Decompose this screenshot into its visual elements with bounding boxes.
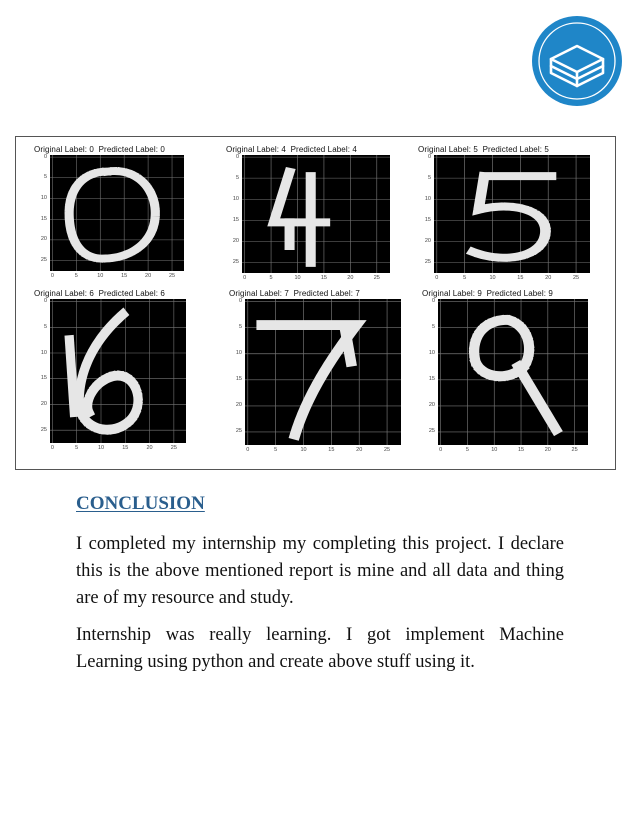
handwritten-digit: [242, 155, 390, 273]
x-tick-label: 20: [544, 447, 551, 453]
x-tick-label: 0: [435, 275, 439, 281]
y-tick-label: 25: [428, 428, 435, 435]
digit-image: [50, 299, 186, 443]
predicted-label: Predicted Label: 4: [290, 145, 357, 154]
y-tick-label: 10: [232, 195, 239, 202]
panel-title: [34, 145, 165, 154]
panel-title: [418, 145, 549, 154]
panel-title: [229, 289, 360, 298]
x-tick-label: 0: [439, 447, 443, 453]
y-tick-label: 10: [235, 350, 242, 357]
y-tick-label: 15: [235, 376, 242, 383]
x-tick-label: 0: [246, 447, 250, 453]
stacked-books-icon: [531, 15, 623, 107]
y-tick-label: 0: [43, 298, 47, 305]
digit-image: [242, 155, 390, 273]
x-tick-label: 5: [274, 447, 278, 453]
digit-panel: [226, 145, 390, 289]
panel-title: [226, 145, 357, 154]
x-tick-label: 15: [122, 445, 129, 451]
y-tick-label: 10: [424, 195, 431, 202]
x-tick-label: 5: [463, 275, 467, 281]
x-tick-label: 25: [170, 445, 177, 451]
x-tick-label: 10: [300, 447, 307, 453]
handwritten-digit: [245, 299, 401, 445]
handwritten-digit: [438, 299, 588, 445]
x-tick-label: 5: [269, 275, 273, 281]
y-tick-label: 5: [235, 174, 239, 181]
original-label: Original Label: 5: [418, 145, 478, 154]
conclusion-paragraph-1: I completed my internship my completing this project. I declare this is the above mentioned report is mine and all data and thing are of my resource and study.: [76, 534, 564, 608]
predicted-label: Predicted Label: 6: [98, 289, 165, 298]
x-tick-label: 15: [121, 273, 128, 279]
y-tick-label: 25: [40, 426, 47, 433]
handwritten-digit: [50, 155, 184, 271]
conclusion-heading: CONCLUSION: [76, 493, 205, 514]
original-label: Original Label: 7: [229, 289, 289, 298]
x-tick-label: 25: [373, 275, 380, 281]
handwritten-digit: [434, 155, 590, 273]
y-tick-label: 20: [40, 236, 47, 243]
y-tick-label: 5: [43, 174, 47, 181]
digit-image: [245, 299, 401, 445]
digit-panel: [422, 289, 588, 461]
original-label: Original Label: 9: [422, 289, 482, 298]
digit-panel: [418, 145, 590, 289]
y-tick-label: 20: [428, 402, 435, 409]
y-tick-label: 25: [424, 258, 431, 265]
x-tick-label: 15: [320, 275, 327, 281]
x-tick-label: 0: [243, 275, 247, 281]
logo: [531, 15, 623, 107]
x-tick-label: 20: [146, 445, 153, 451]
x-tick-label: 25: [571, 447, 578, 453]
x-tick-label: 15: [328, 447, 335, 453]
digit-image: [434, 155, 590, 273]
y-tick-label: 10: [40, 349, 47, 356]
y-tick-label: 0: [238, 298, 242, 305]
x-tick-label: 20: [145, 273, 152, 279]
y-tick-label: 20: [424, 237, 431, 244]
conclusion-paragraph-2: Internship was really learning. I got implement Machine Learning using python and create above stuff using it.: [76, 625, 564, 672]
x-tick-label: 25: [384, 447, 391, 453]
y-tick-label: 15: [40, 375, 47, 382]
digit-image: [438, 299, 588, 445]
y-tick-label: 10: [428, 350, 435, 357]
y-tick-label: 15: [232, 216, 239, 223]
panel-title: [422, 289, 553, 298]
y-tick-label: 20: [232, 237, 239, 244]
x-tick-label: 10: [489, 275, 496, 281]
digit-panel: [34, 145, 184, 287]
x-tick-label: 5: [465, 447, 469, 453]
x-tick-label: 25: [168, 273, 176, 279]
digit-panel: [34, 289, 186, 459]
mnist-prediction-figure: [15, 136, 616, 470]
y-tick-label: 10: [40, 195, 47, 201]
panel-title: [34, 289, 165, 298]
y-tick-label: 20: [235, 402, 242, 409]
original-label: Original Label: 4: [226, 145, 286, 154]
x-tick-label: 0: [50, 445, 54, 451]
x-tick-label: 20: [545, 275, 552, 281]
predicted-label: Predicted Label: 0: [98, 145, 165, 154]
x-tick-label: 15: [517, 275, 524, 281]
y-tick-label: 25: [235, 428, 242, 435]
x-tick-label: 10: [294, 275, 301, 281]
y-tick-label: 0: [431, 298, 435, 305]
digit-image: [50, 155, 184, 271]
y-tick-label: 25: [232, 258, 239, 265]
predicted-label: Predicted Label: 9: [486, 289, 553, 298]
x-tick-label: 0: [50, 273, 54, 279]
y-tick-label: 15: [40, 215, 47, 222]
predicted-label: Predicted Label: 7: [293, 289, 360, 298]
original-label: Original Label: 0: [34, 145, 94, 154]
y-tick-label: 5: [427, 174, 431, 181]
original-label: Original Label: 6: [34, 289, 94, 298]
digit-panel: [229, 289, 401, 461]
x-tick-label: 10: [491, 447, 498, 453]
x-tick-label: 5: [74, 273, 78, 279]
y-tick-label: 25: [40, 257, 47, 264]
x-tick-label: 20: [356, 447, 363, 453]
y-tick-label: 15: [428, 376, 435, 383]
y-tick-label: 5: [238, 324, 242, 331]
y-tick-label: 0: [43, 153, 47, 160]
predicted-label: Predicted Label: 5: [482, 145, 549, 154]
x-tick-label: 20: [347, 275, 354, 281]
x-tick-label: 5: [75, 445, 79, 451]
x-tick-label: 10: [97, 273, 104, 279]
y-tick-label: 5: [43, 323, 47, 330]
handwritten-digit: [50, 299, 186, 443]
y-tick-label: 15: [424, 216, 431, 223]
x-tick-label: 15: [517, 447, 525, 453]
x-tick-label: 10: [97, 445, 105, 451]
y-tick-label: 5: [431, 324, 435, 331]
x-tick-label: 25: [573, 275, 580, 281]
y-tick-label: 0: [427, 153, 431, 160]
y-tick-label: 0: [235, 153, 239, 160]
y-tick-label: 20: [40, 400, 47, 407]
